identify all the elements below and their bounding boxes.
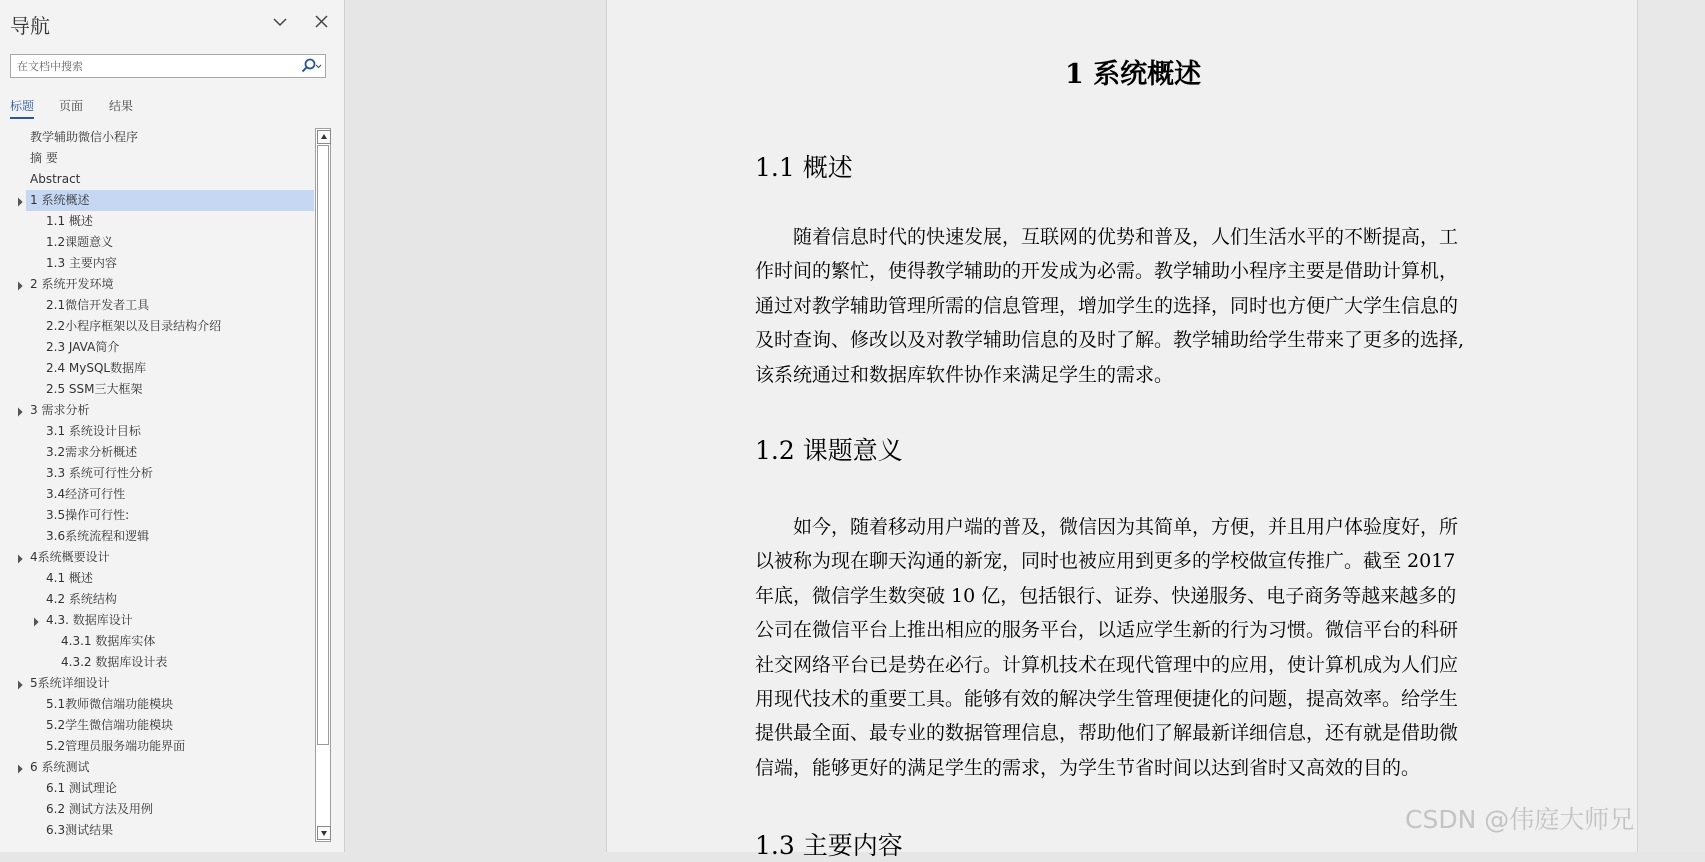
nav-heading-item[interactable] bbox=[26, 169, 314, 190]
nav-heading-item[interactable] bbox=[26, 337, 314, 358]
nav-heading-label: 5系统详细设计 bbox=[30, 676, 110, 690]
nav-heading-item[interactable] bbox=[26, 547, 314, 568]
nav-heading-label: 6.1 测试理论 bbox=[46, 781, 117, 795]
nav-heading-label: 1.2课题意义 bbox=[46, 235, 114, 249]
nav-heading-item[interactable] bbox=[26, 190, 314, 211]
nav-heading-label: 1 系统概述 bbox=[30, 193, 90, 207]
nav-heading-item[interactable] bbox=[26, 568, 314, 589]
paragraph-line: 及时查询、修改以及对教学辅助信息的及时了解。教学辅助给学生带来了更多的选择, bbox=[755, 329, 1465, 351]
nav-title: 导航 bbox=[10, 14, 50, 38]
nav-heading-item[interactable] bbox=[26, 400, 314, 421]
tab-pages[interactable]: 页面 bbox=[59, 99, 84, 113]
close-icon[interactable] bbox=[312, 12, 332, 32]
nav-heading-item[interactable] bbox=[26, 463, 314, 484]
expand-triangle-icon[interactable] bbox=[13, 197, 22, 206]
nav-heading-item[interactable] bbox=[26, 274, 314, 295]
nav-heading-item[interactable] bbox=[26, 358, 314, 379]
expand-triangle-icon[interactable] bbox=[13, 680, 22, 689]
nav-heading-item[interactable] bbox=[26, 211, 314, 232]
expand-triangle-icon[interactable] bbox=[29, 617, 38, 626]
paragraph-line: 公司在微信平台上推出相应的服务平台，以适应学生新的行为习惯。微信平台的科研 bbox=[755, 619, 1459, 641]
nav-heading-label: 摘 要 bbox=[30, 151, 58, 165]
nav-heading-label: 6.2 测试方法及用例 bbox=[46, 802, 153, 816]
nav-heading-item[interactable] bbox=[26, 652, 314, 673]
nav-heading-item[interactable] bbox=[26, 673, 314, 694]
nav-heading-label: 4.3. 数据库设计 bbox=[46, 613, 133, 627]
expand-triangle-icon[interactable] bbox=[13, 407, 22, 416]
nav-heading-label: 2.1微信开发者工具 bbox=[46, 298, 150, 312]
nav-heading-label: 1.3 主要内容 bbox=[46, 256, 117, 270]
nav-heading-item[interactable] bbox=[26, 757, 314, 778]
nav-heading-label: 2.2小程序框架以及目录结构介绍 bbox=[46, 319, 222, 333]
tab-results[interactable]: 结果 bbox=[109, 99, 134, 113]
scroll-up-arrow-icon[interactable] bbox=[317, 130, 331, 144]
paragraph-line: 信端，能够更好的满足学生的需求，为学生节省时间以达到省时又高效的目的。 bbox=[755, 757, 1421, 779]
nav-heading-label: 4.1 概述 bbox=[46, 571, 93, 585]
nav-heading-label: 6 系统测试 bbox=[30, 760, 90, 774]
nav-heading-item[interactable] bbox=[26, 379, 314, 400]
nav-heading-item[interactable] bbox=[26, 127, 314, 148]
nav-heading-label: 1.1 概述 bbox=[46, 214, 93, 228]
nav-heading-item[interactable] bbox=[26, 442, 314, 463]
nav-heading-item[interactable] bbox=[26, 253, 314, 274]
nav-heading-label: 6.3测试结果 bbox=[46, 823, 114, 837]
nav-heading-item[interactable] bbox=[26, 421, 314, 442]
nav-heading-item[interactable] bbox=[26, 694, 314, 715]
nav-scrollbar[interactable] bbox=[315, 128, 331, 842]
nav-heading-label: 2.4 MySQL数据库 bbox=[46, 361, 147, 375]
paragraph-line: 提供最全面、最专业的数据管理信息，帮助他们了解最新详细信息，还有就是借助微 bbox=[755, 722, 1459, 744]
paragraph-line: 该系统通过和数据库软件协作来满足学生的需求。 bbox=[755, 364, 1174, 386]
nav-heading-label: Abstract bbox=[30, 172, 81, 186]
nav-heading-item[interactable] bbox=[26, 799, 314, 820]
nav-heading-label: 3.4经济可行性 bbox=[46, 487, 126, 501]
nav-heading-label: 4.3.1 数据库实体 bbox=[61, 634, 156, 648]
nav-heading-label: 2.5 SSM三大框架 bbox=[46, 382, 143, 396]
search-box bbox=[10, 54, 326, 78]
nav-heading-label: 4系统概要设计 bbox=[30, 550, 110, 564]
document-margin bbox=[1638, 0, 1705, 852]
expand-triangle-icon[interactable] bbox=[13, 281, 22, 290]
search-button[interactable] bbox=[298, 56, 324, 76]
nav-heading-label: 3.2需求分析概述 bbox=[46, 445, 138, 459]
nav-heading-label: 2 系统开发环境 bbox=[30, 277, 114, 291]
section-heading[interactable]: 1.1 概述 bbox=[755, 153, 853, 182]
chevron-down-icon[interactable] bbox=[270, 12, 290, 32]
nav-heading-label: 4.2 系统结构 bbox=[46, 592, 117, 606]
nav-heading-label: 教学辅助微信小程序 bbox=[30, 130, 139, 144]
search-icon bbox=[298, 56, 324, 76]
paragraph-line: 通过对教学辅助管理所需的信息管理，增加学生的选择，同时也方便广大学生信息的 bbox=[755, 295, 1459, 317]
nav-heading-item[interactable] bbox=[26, 526, 314, 547]
nav-heading-label: 3.5操作可行性: bbox=[46, 508, 130, 522]
navigation-pane bbox=[0, 0, 345, 852]
nav-heading-item[interactable] bbox=[26, 715, 314, 736]
search-input[interactable] bbox=[11, 55, 297, 77]
nav-heading-label: 3.1 系统设计目标 bbox=[46, 424, 141, 438]
scroll-thumb[interactable] bbox=[317, 145, 329, 745]
nav-heading-label: 3.6系统流程和逻辑 bbox=[46, 529, 150, 543]
nav-heading-item[interactable] bbox=[26, 505, 314, 526]
nav-heading-item[interactable] bbox=[26, 589, 314, 610]
nav-heading-label: 5.2学生微信端功能模块 bbox=[46, 718, 174, 732]
nav-heading-item[interactable] bbox=[26, 148, 314, 169]
watermark: CSDN @伟庭大师兄 bbox=[1405, 805, 1635, 834]
nav-heading-item[interactable] bbox=[26, 232, 314, 253]
nav-heading-item[interactable] bbox=[26, 610, 314, 631]
expand-triangle-icon[interactable] bbox=[13, 554, 22, 563]
scroll-down-arrow-icon[interactable] bbox=[317, 826, 331, 840]
nav-heading-item[interactable] bbox=[26, 631, 314, 652]
nav-heading-item[interactable] bbox=[26, 484, 314, 505]
paragraph-line: 用现代技术的重要工具。能够有效的解决学生管理便捷化的问题，提高效率。给学生 bbox=[755, 688, 1459, 710]
paragraph-line: 社交网络平台已是势在必行。计算机技术在现代管理中的应用，使计算机成为人们应 bbox=[755, 654, 1459, 676]
nav-heading-label: 3 需求分析 bbox=[30, 403, 90, 417]
nav-heading-item[interactable] bbox=[26, 316, 314, 337]
nav-heading-item[interactable] bbox=[26, 295, 314, 316]
paragraph-line: 如今，随着移动用户端的普及，微信因为其简单，方便，并且用户体验度好，所 bbox=[755, 516, 1459, 538]
paragraph-line: 年底，微信学生数突破 10 亿，包括银行、证券、快递服务、电子商务等越来越多的 bbox=[755, 585, 1457, 607]
nav-heading-item[interactable] bbox=[26, 778, 314, 799]
expand-triangle-icon[interactable] bbox=[13, 764, 22, 773]
nav-heading-label: 5.1教师微信端功能模块 bbox=[46, 697, 174, 711]
paragraph-line: 以被称为现在聊天沟通的新宠，同时也被应用到更多的学校做宣传推广。截至 2017 bbox=[755, 550, 1456, 572]
section-heading[interactable]: 1.3 主要内容 bbox=[755, 831, 903, 860]
nav-heading-label: 3.3 系统可行性分析 bbox=[46, 466, 153, 480]
nav-heading-item[interactable] bbox=[26, 736, 314, 757]
nav-heading-label: 2.3 JAVA简介 bbox=[46, 340, 120, 354]
section-heading[interactable]: 1.2 课题意义 bbox=[755, 436, 903, 465]
nav-heading-item[interactable] bbox=[26, 820, 314, 841]
chapter-heading[interactable]: 1 系统概述 bbox=[1065, 59, 1202, 90]
tab-headings[interactable]: 标题 bbox=[10, 99, 35, 113]
paragraph-line: 随着信息时代的快速发展，互联网的优势和普及，人们生活水平的不断提高，工 bbox=[755, 226, 1459, 248]
nav-heading-label: 5.2管理员服务端功能界面 bbox=[46, 739, 186, 753]
paragraph-line: 作时间的繁忙，使得教学辅助的开发成为必需。教学辅助小程序主要是借助计算机， bbox=[755, 260, 1459, 282]
nav-heading-label: 4.3.2 数据库设计表 bbox=[61, 655, 168, 669]
